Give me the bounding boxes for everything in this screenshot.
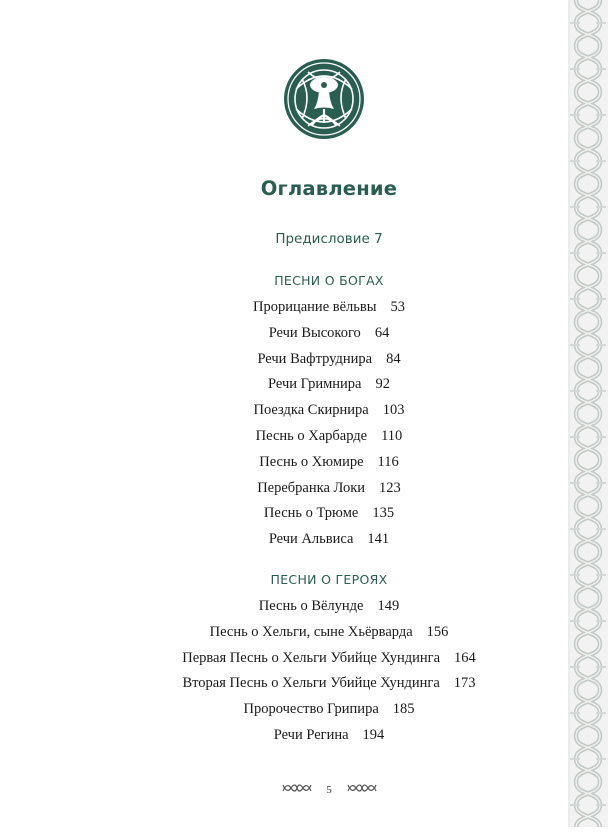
entry-title: Пророчество Грипира — [243, 701, 379, 718]
entry-title: Первая Песнь о Хельги Убийце Хундинга — [182, 649, 440, 666]
toc-entry — [0, 398, 608, 424]
entry-page: 84 — [386, 350, 401, 367]
entry-title: Вторая Песнь о Хельги Убийце Хундинга — [182, 675, 440, 692]
toc-entry — [0, 347, 608, 373]
toc-entry — [0, 476, 608, 502]
entry-title: Речи Регина — [273, 726, 349, 743]
toc-list-gods — [0, 295, 608, 553]
entry-page: 92 — [375, 376, 390, 393]
page-number: 5 — [326, 783, 332, 796]
entry-title: Перебранка Локи — [257, 479, 366, 496]
entry-title: Песнь о Вёлунде — [258, 598, 364, 614]
toc-entry — [0, 697, 608, 723]
toc-entry — [0, 527, 608, 553]
entry-page: 164 — [454, 649, 476, 666]
toc-entry — [0, 594, 608, 620]
knot-ornament-icon — [282, 781, 312, 798]
entry-page: 185 — [392, 701, 415, 718]
entry-title: Прорицание вёльвы — [253, 299, 377, 315]
toc-entry — [0, 450, 608, 476]
toc-entry — [0, 620, 608, 646]
entry-title: Речи Альвиса — [268, 531, 354, 548]
page-title: Оглавление — [260, 177, 398, 200]
entry-page: 103 — [382, 402, 405, 419]
entry-page: 135 — [372, 505, 395, 522]
entry-title: Речи Гримнира — [268, 376, 362, 393]
entry-page: 173 — [453, 675, 476, 692]
toc-entry — [0, 501, 608, 527]
entry-page: 64 — [374, 324, 390, 341]
preface-entry: Предисловие 7 — [275, 231, 383, 247]
entry-page: 149 — [377, 598, 400, 614]
toc-list-heroes — [0, 594, 608, 749]
entry-title: Песнь о Трюме — [263, 505, 359, 522]
toc-entry — [0, 295, 608, 321]
entry-page: 110 — [381, 427, 403, 444]
entry-page: 194 — [362, 726, 385, 743]
toc-entry — [0, 723, 608, 749]
entry-title: Поездка Скирнира — [253, 402, 369, 419]
toc-entry — [0, 671, 608, 697]
toc-entry — [0, 424, 608, 450]
tree-of-life-emblem-icon — [282, 57, 366, 141]
entry-page: 53 — [390, 299, 405, 315]
entry-page: 123 — [379, 479, 401, 496]
section-heading-heroes: ПЕСНИ О ГЕРОЯХ — [270, 572, 388, 587]
toc-entry — [0, 321, 608, 347]
section-heading-gods: ПЕСНИ О БОГАХ — [274, 273, 384, 288]
entry-title: Песнь о Хельги, сыне Хьёрварда — [209, 623, 413, 640]
toc-entry — [0, 646, 608, 672]
entry-page: 116 — [377, 453, 399, 470]
page-footer — [0, 781, 608, 798]
entry-title: Речи Вафтруднира — [257, 350, 373, 367]
entry-page: 141 — [367, 531, 390, 548]
entry-title: Речи Высокого — [268, 324, 361, 341]
toc-entry — [0, 372, 608, 398]
entry-page: 156 — [426, 623, 449, 640]
entry-title: Песнь о Харбарде — [255, 427, 368, 444]
entry-title: Песнь о Хюмире — [259, 453, 364, 470]
knot-ornament-icon — [347, 781, 377, 798]
